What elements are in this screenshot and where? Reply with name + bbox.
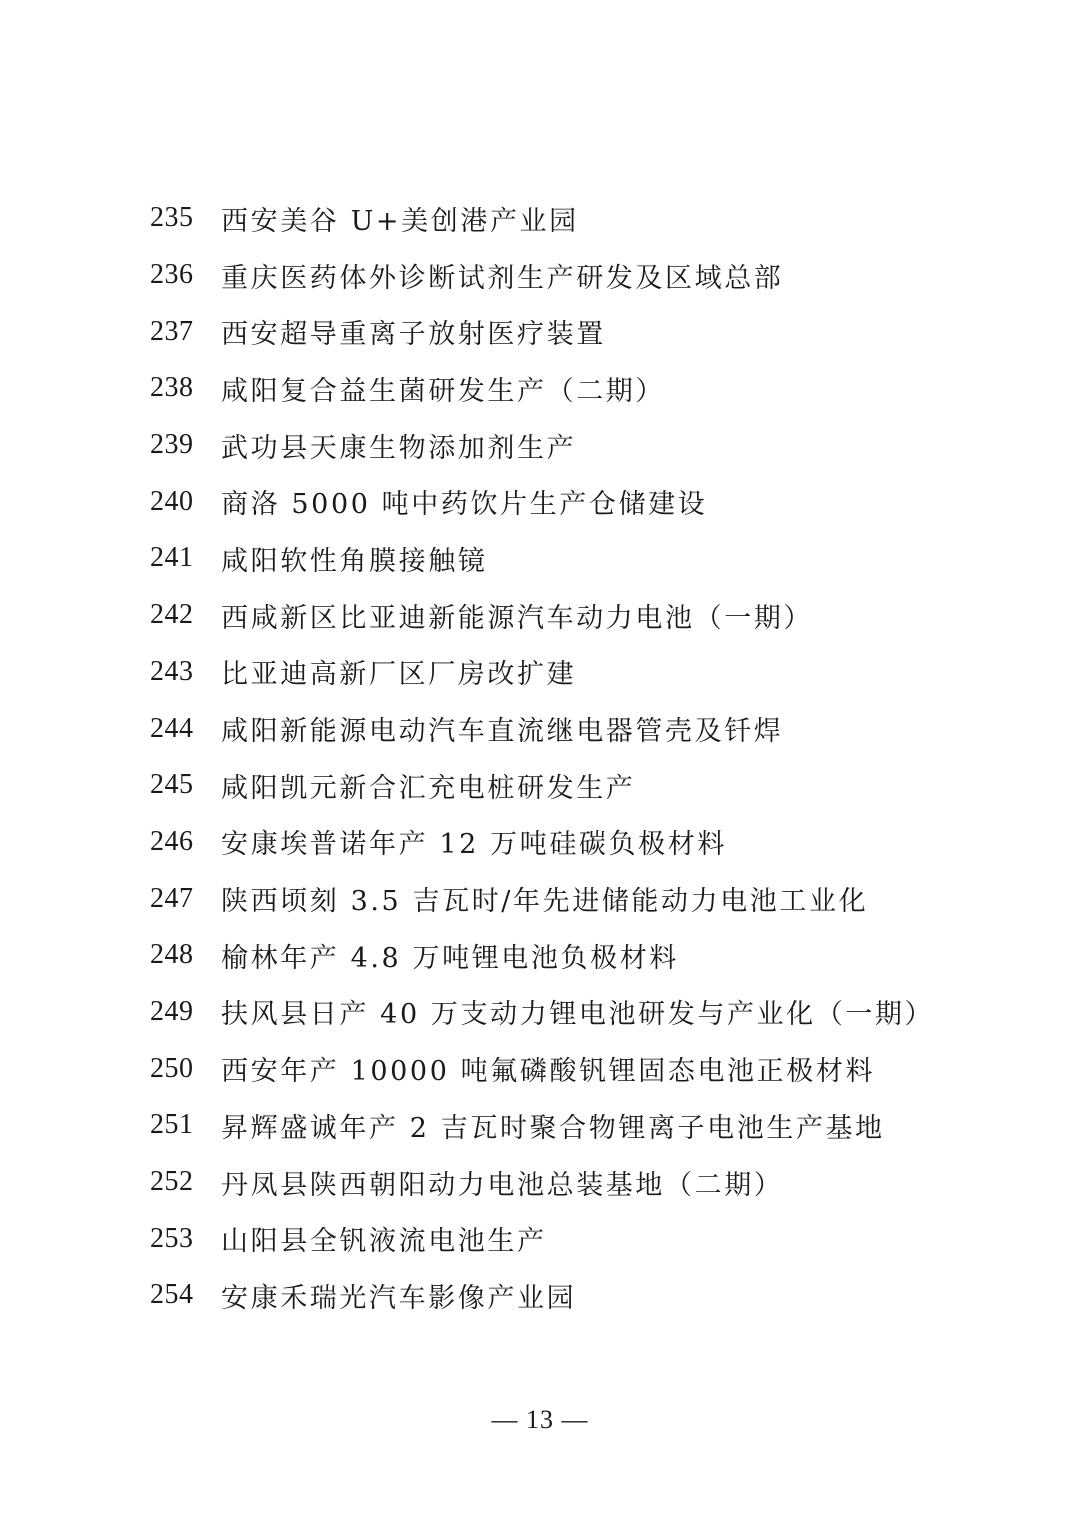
- item-number: 240: [150, 485, 194, 517]
- item-number: 244: [150, 712, 194, 744]
- item-title: 榆林年产 4.8 万吨锂电池负极材料: [221, 942, 679, 974]
- item-number: 248: [150, 939, 194, 971]
- list-item: [150, 530, 1030, 587]
- item-number: 241: [150, 542, 194, 574]
- item-number: 249: [150, 995, 194, 1027]
- item-title: 咸阳软性角膜接触镜: [221, 545, 488, 577]
- list-item: [150, 190, 1030, 247]
- list-item: [150, 1210, 1030, 1267]
- list-item: [150, 814, 1030, 871]
- item-number: 237: [150, 315, 194, 347]
- list-item: [150, 417, 1030, 474]
- item-number: 254: [150, 1279, 194, 1311]
- item-number: 242: [150, 599, 194, 631]
- item-number: 243: [150, 655, 194, 687]
- list-item: [150, 927, 1030, 984]
- item-number: 236: [150, 259, 194, 291]
- item-title: 咸阳新能源电动汽车直流继电器管壳及钎焊: [221, 716, 784, 748]
- item-title: 重庆医药体外诊断试剂生产研发及区域总部: [221, 262, 784, 294]
- list-item: [150, 1267, 1030, 1324]
- item-title: 安康埃普诺年产 12 万吨硅碳负极材料: [221, 829, 727, 861]
- item-title: 山阳县全钒液流电池生产: [221, 1226, 547, 1258]
- page-number: — 13 —: [491, 1405, 589, 1434]
- list-item: [150, 700, 1030, 757]
- list-item: [150, 1097, 1030, 1154]
- list-item: [150, 360, 1030, 417]
- list-item: [150, 644, 1030, 701]
- list-item: [150, 303, 1030, 360]
- item-title: 丹凤县陕西朝阳动力电池总装基地（二期）: [221, 1169, 784, 1201]
- project-list: [150, 190, 1030, 1324]
- list-item: [150, 870, 1030, 927]
- item-title: 安康禾瑞光汽车影像产业园: [221, 1282, 577, 1314]
- list-item: [150, 1040, 1030, 1097]
- item-title: 西咸新区比亚迪新能源汽车动力电池（一期）: [221, 602, 813, 634]
- item-number: 235: [150, 202, 194, 234]
- item-title: 扶风县日产 40 万支动力锂电池研发与产业化（一期）: [221, 999, 935, 1031]
- item-number: 245: [150, 769, 194, 801]
- list-item: [150, 1154, 1030, 1211]
- item-number: 239: [150, 429, 194, 461]
- item-title: 陕西顷刻 3.5 吉瓦时/年先进储能动力电池工业化: [221, 886, 869, 918]
- list-item: [150, 587, 1030, 644]
- item-title: 昇辉盛诚年产 2 吉瓦时聚合物锂离子电池生产基地: [221, 1112, 885, 1144]
- item-title: 咸阳复合益生菌研发生产（二期）: [221, 375, 665, 407]
- item-title: 武功县天康生物添加剂生产: [221, 432, 577, 464]
- list-item: [150, 247, 1030, 304]
- item-title: 西安超导重离子放射医疗装置: [221, 319, 606, 351]
- list-item: [150, 984, 1030, 1041]
- list-item: [150, 473, 1030, 530]
- item-number: 238: [150, 372, 194, 404]
- list-item: [150, 757, 1030, 814]
- item-number: 246: [150, 825, 194, 857]
- item-number: 252: [150, 1166, 194, 1198]
- item-number: 250: [150, 1052, 194, 1084]
- item-title: 西安年产 10000 吨氟磷酸钒锂固态电池正极材料: [221, 1056, 876, 1088]
- item-title: 咸阳凯元新合汇充电桩研发生产: [221, 772, 636, 804]
- item-number: 253: [150, 1222, 194, 1254]
- item-title: 比亚迪高新厂区厂房改扩建: [221, 659, 577, 691]
- item-title: 商洛 5000 吨中药饮片生产仓储建设: [221, 489, 708, 521]
- item-number: 247: [150, 882, 194, 914]
- item-number: 251: [150, 1109, 194, 1141]
- item-title: 西安美谷 U+美创港产业园: [221, 205, 579, 237]
